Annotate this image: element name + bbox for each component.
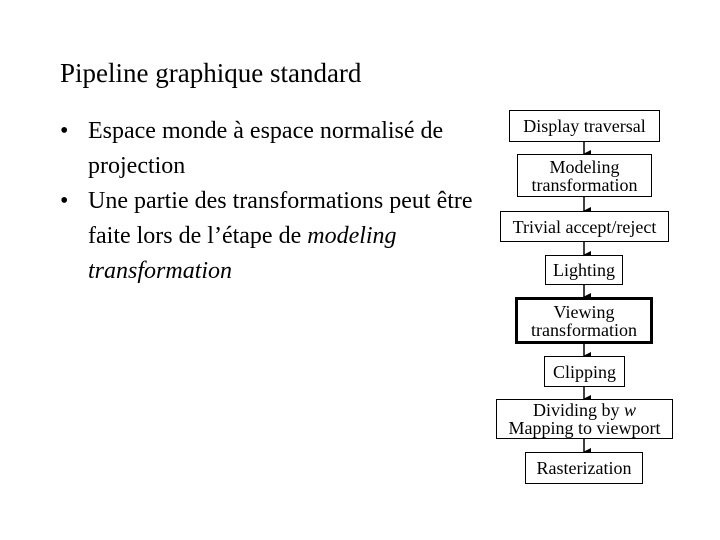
stage-label: Lighting [553,260,615,280]
bullet-marker: • [60,118,69,144]
stage-label-line1 [533,401,636,419]
stage-viewing-transformation [515,297,653,344]
stage-label-line1: Viewing [553,301,615,322]
bullet-text: Espace monde à espace normalisé de projection [88,118,444,179]
stage-rasterization [525,452,643,484]
stage-modeling-transformation [517,154,652,197]
bullet-marker: • [60,188,69,214]
stage-label-text: Dividing by [532,400,624,420]
stage-label-line1: Modeling [549,156,620,177]
stage-lighting [545,255,623,285]
stage-label-line2: transformation [531,319,637,340]
slide-title: Pipeline graphique standard [60,58,362,88]
stage-label: Rasterization [536,458,632,478]
stage-label-line2: transformation [531,174,638,195]
stage-label: Clipping [552,361,616,382]
stage-clipping [544,356,625,387]
bullet-text: Une partie des transformations peut être faite lors de l’étape de [88,188,473,249]
bullet-text-italic: modeling transformation [88,223,397,284]
stage-label-line2: Mapping to viewport [508,418,661,438]
stage-label-italic: w [624,400,637,420]
stage-display-traversal [509,110,660,142]
stage-dividing-mapping [496,399,673,439]
stage-label: Trivial accept/reject [512,216,657,237]
stage-trivial-accept-reject [500,211,669,242]
stage-label: Display traversal [523,116,646,136]
